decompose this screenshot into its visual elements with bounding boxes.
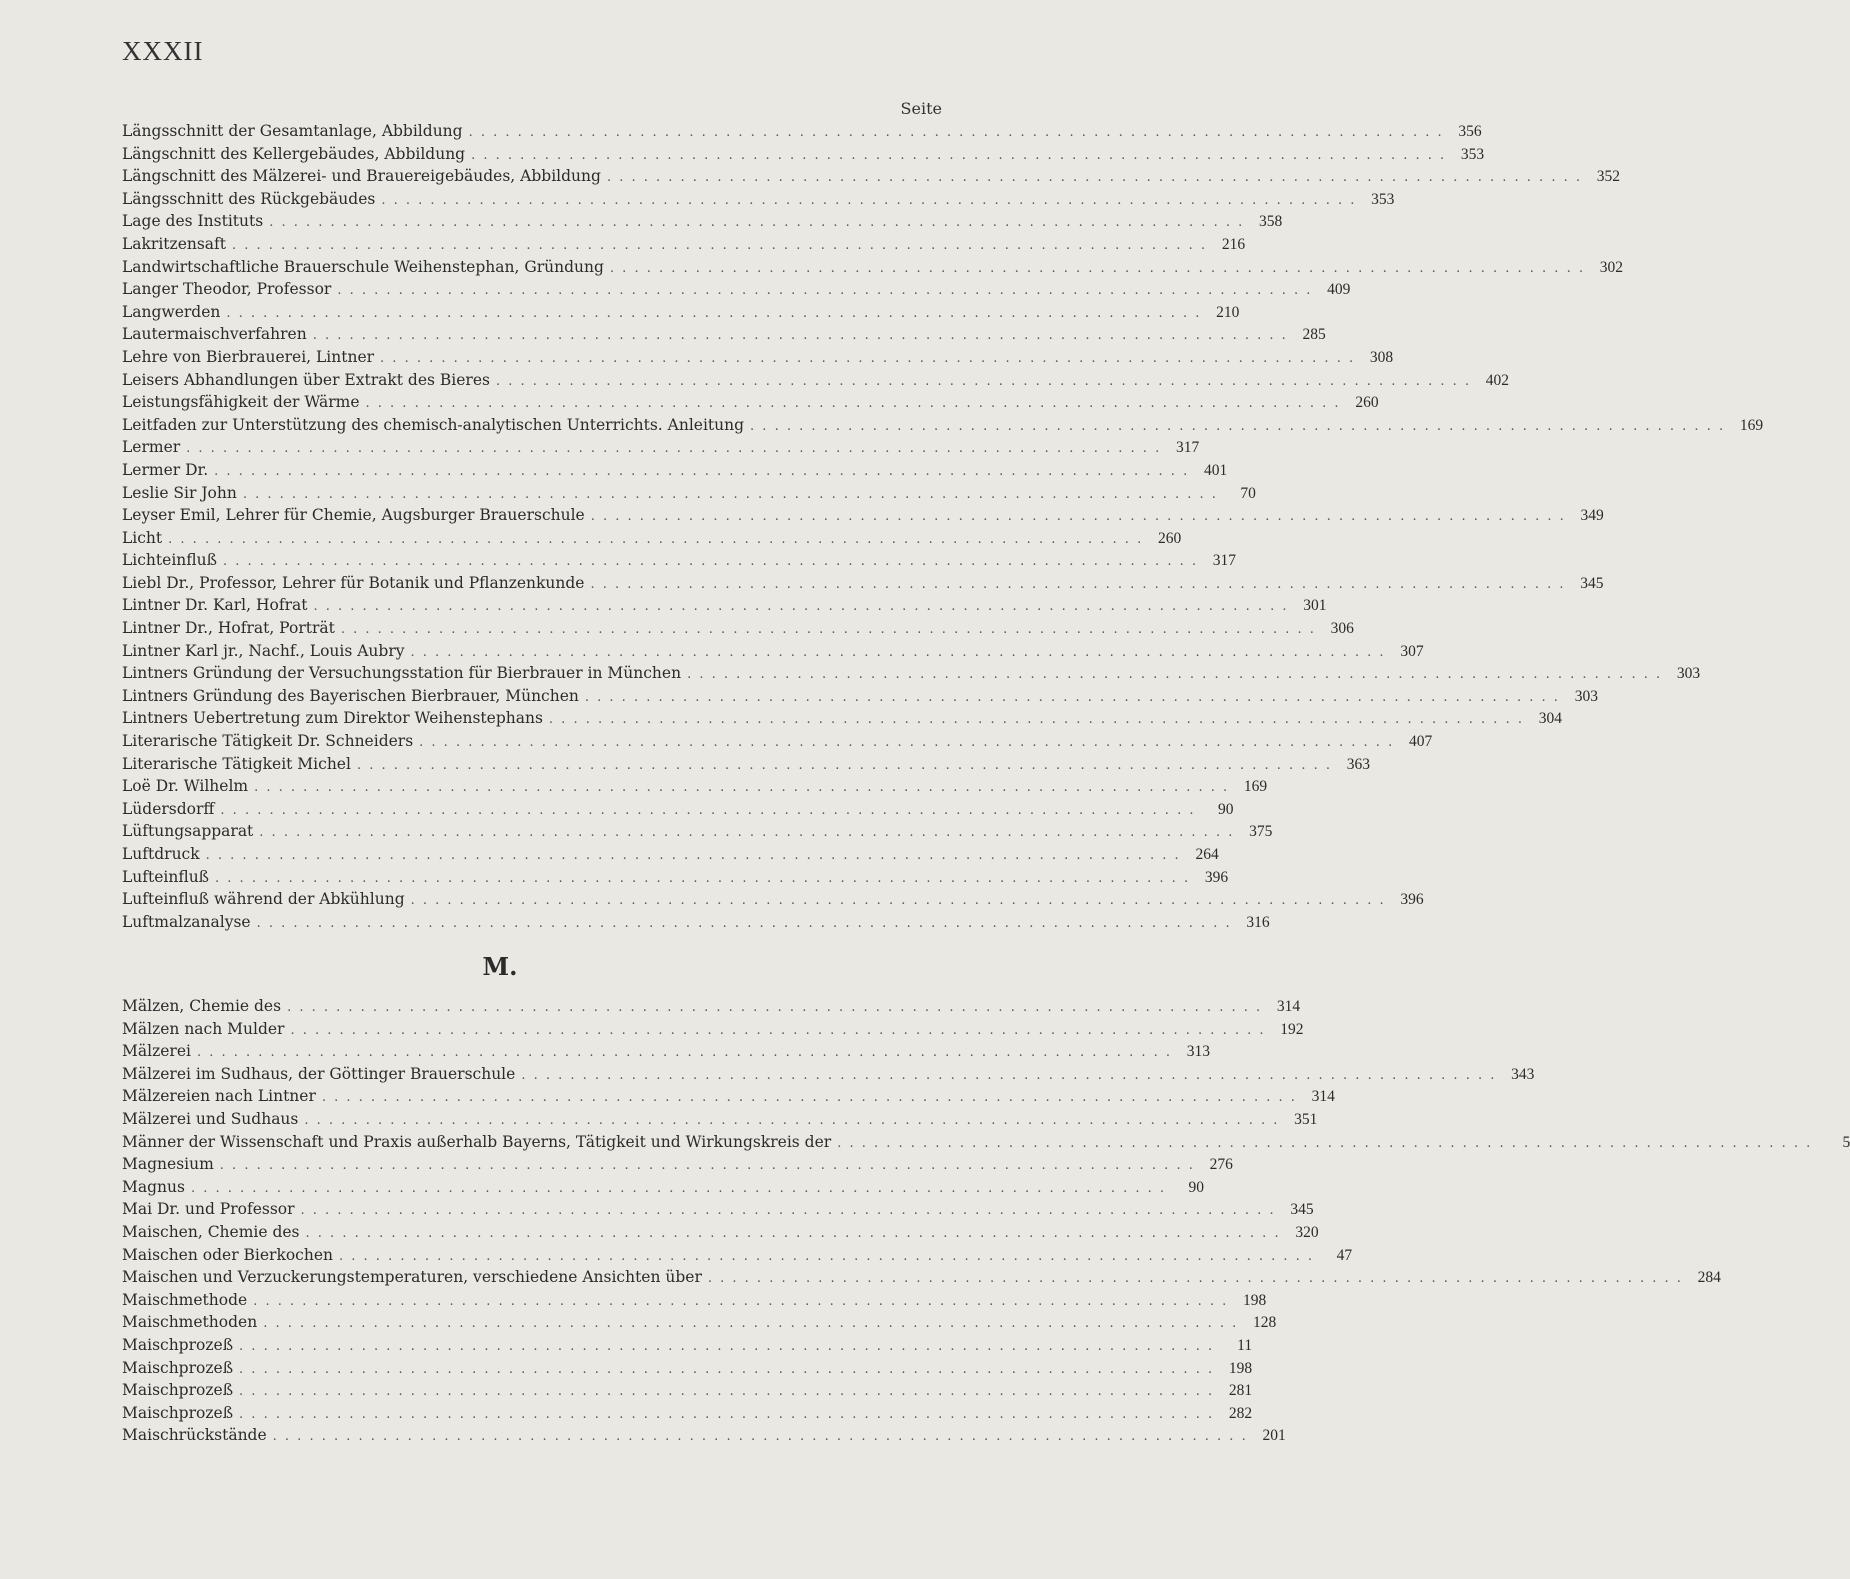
index-entry-page: 5 [1842,1133,1850,1151]
dot-leader [253,1291,1226,1314]
index-entry [122,888,1424,911]
index-entry-page: 128 [1252,1314,1277,1332]
index-entry [122,1018,1304,1041]
index-entry-page: 409 [1327,281,1351,299]
dot-leader [411,642,1384,665]
section-heading-m: M. [482,952,518,981]
index-entry-term: Lufteinfluß während der Abkühlung [122,890,405,909]
index-entry [122,323,1326,346]
dot-leader [263,1313,1236,1336]
index-entry-term: Lintner Karl jr., Nachf., Louis Aubry [122,641,405,660]
dot-leader [341,619,1314,642]
index-entry-term: Lage des Instituts [122,212,264,231]
index-entry-term: Loë Dr. Wilhelm [122,777,249,796]
index-entry-term: Lintners Gründung des Bayerischen Bierbrauer, München [122,686,579,705]
index-entry-page: 356 [1458,123,1482,140]
column-header-page: Seite [900,99,942,118]
dot-leader [206,845,1179,868]
index-entry-term: Maischmethoden [122,1313,258,1332]
index-entry-page: 363 [1346,755,1370,773]
index-entry-term: Langwerden [122,302,221,321]
index-entry-term: Maischrückstände [122,1426,267,1445]
index-entry-page: 358 [1258,213,1283,231]
index-entry-page: 260 [1355,394,1379,412]
index-entry-term: Längsschnitt der Gesamtanlage, Abbildung [122,122,463,140]
index-entry-term: Literarische Tätigkeit Michel [122,754,351,773]
dot-leader [290,1020,1263,1043]
index-entry-term: Mai Dr. und Professor [122,1200,295,1219]
index-entry [122,143,1485,166]
page-number: XXXII [122,36,204,66]
index-entry-page: 70 [1240,484,1256,502]
index-entry [122,594,1327,617]
dot-leader [585,687,1558,710]
dot-leader [197,1042,1170,1065]
index-entry-page: 11 [1237,1336,1253,1354]
index-entry-term: Leyser Emil, Lehrer für Chemie, Augsburger Brauerschule [122,506,585,525]
index-entry-term: Mälzerei im Sudhaus, der Göttinger Brauerschule [122,1064,516,1083]
index-entry [122,1334,1253,1357]
index-entry [122,1311,1277,1334]
index-entry [122,1266,1721,1289]
index-entry-page: 349 [1580,507,1604,525]
index-entry-term: Lichteinfluß [122,551,217,570]
index-entry-page: 402 [1485,371,1509,389]
index-entry-page: 302 [1599,258,1623,276]
index-entry [122,1424,1286,1447]
index-entry [122,1244,1353,1267]
dot-leader [304,1110,1277,1133]
index-entry-page: 276 [1209,1156,1233,1174]
dot-leader [590,574,1563,597]
index-entry-term: Liebl Dr., Professor, Lehrer für Botanik und Pflanzenkunde [122,573,585,592]
dot-leader [339,1246,1312,1269]
index-entry [122,1063,1535,1086]
index-entry-page: 317 [1175,439,1200,457]
dot-leader [337,280,1310,303]
index-entry [122,1402,1253,1425]
index-entry [122,188,1395,211]
index-entry-term: Landwirtschaftliche Brauerschule Weihenstephan, Gründung [122,257,604,276]
index-entry [122,911,1270,934]
dot-leader [168,529,1141,552]
index-entry-term: Lufteinfluß [122,867,210,886]
index-entry-page: 396 [1204,868,1229,886]
index-entry-page: 281 [1228,1382,1253,1400]
index-entry-page: 401 [1203,461,1228,479]
index-entry [122,640,1424,663]
index-entry-term: Leistungsfähigkeit der Wärme [122,393,360,412]
index-entry-term: Maischprozeß [122,1358,234,1377]
index-entry [122,1289,1267,1312]
index-entry-term: Literarische Tätigkeit Dr. Schneiders [122,732,414,751]
index-entry-page: 352 [1596,168,1620,186]
dot-leader [287,997,1260,1020]
dot-leader [366,393,1339,416]
index-entry-term: Magnesium [122,1155,214,1174]
index-entry-page: 192 [1280,1020,1304,1038]
index-entry-term: Lintner Dr. Karl, Hofrat [122,596,308,615]
index-entry-term: Lüftungsapparat [122,822,254,841]
index-entry-page: 198 [1243,1291,1267,1309]
dot-leader [837,1133,1810,1156]
index-entry-page: 90 [1188,1178,1205,1196]
index-entry-term: Maischprozeß [122,1403,234,1422]
index-entry-term: Leslie Sir John [122,483,237,502]
dot-leader [750,416,1723,439]
dot-leader [257,913,1230,936]
index-entry-page: 210 [1216,303,1240,321]
index-entry-term: Luftdruck [122,845,200,863]
dot-leader [226,303,1199,326]
dot-leader [220,1155,1193,1178]
dot-leader [313,596,1286,619]
index-entry [122,414,1764,437]
index-entry-page: 353 [1371,190,1395,208]
index-entry-page: 345 [1290,1201,1314,1219]
index-entry [122,1085,1335,1108]
index-entry-page: 375 [1249,823,1273,841]
dot-leader [411,890,1384,913]
index-entry [122,210,1283,233]
dot-leader [239,1381,1212,1404]
index-entry [122,346,1394,369]
dot-leader [549,709,1522,732]
index-entry-term: Lüdersdorff [122,799,215,818]
index-entry-term: Luftmalzanalyse [122,912,251,931]
index-entry [122,572,1604,595]
index-entry [122,549,1236,572]
dot-leader [591,506,1564,529]
dot-leader [607,167,1580,190]
index-entry [122,685,1598,708]
dot-leader [306,1223,1279,1246]
dot-leader [215,868,1188,891]
index-entry-page: 90 [1217,800,1234,818]
index-entry [122,301,1240,324]
index-entry-term: Längschnitt des Kellergebäudes, Abbildung [122,144,466,163]
index-entry-term: Maischprozeß [122,1335,234,1354]
dot-leader [259,822,1232,845]
index-entry [122,753,1370,776]
index-entry [122,504,1604,527]
dot-leader [708,1268,1681,1291]
index-entry-term: Magnus [122,1177,185,1196]
index-entry-page: 47 [1336,1246,1353,1264]
index-entry-page: 303 [1676,665,1701,683]
index-entry-page: 320 [1295,1223,1319,1241]
index-entry-page: 284 [1697,1269,1721,1287]
index-entry [122,820,1273,843]
dot-leader [521,1065,1494,1088]
index-entry-page: 306 [1330,620,1354,638]
dot-leader [273,1426,1246,1449]
index-entry-term: Männer der Wissenschaft und Praxis außerhalb Bayerns, Tätigkeit und Wirkungskreis der [122,1132,832,1151]
index-entry-page: 201 [1262,1427,1286,1445]
dot-leader [471,145,1444,168]
index-section-l [122,120,1764,933]
index-entry [122,1379,1253,1402]
index-entry [122,730,1433,753]
index-entry-page: 216 [1221,235,1246,253]
index-entry-term: Längschnitt des Mälzerei- und Brauereigebäudes, Abbildung [122,167,601,186]
dot-leader [243,484,1216,507]
index-entry-term: Lintners Uebertretung zum Direktor Weihenstephans [122,709,543,728]
dot-leader [301,1200,1274,1223]
dot-leader [469,122,1442,145]
index-entry-term: Maischen oder Bierkochen [122,1245,334,1264]
dot-leader [232,235,1205,258]
index-entry-term: Lermer Dr. [122,460,209,479]
index-entry-page: 169 [1739,416,1764,434]
index-entry [122,798,1234,821]
dot-leader [239,1336,1212,1359]
dot-leader [357,755,1330,778]
index-entry-page: 351 [1294,1110,1318,1128]
index-entry-page: 316 [1246,913,1270,931]
index-entry [122,995,1301,1018]
index-entry-page: 260 [1157,529,1182,547]
dot-leader [380,348,1353,371]
index-entry-page: 343 [1511,1065,1535,1083]
index-entry [122,707,1562,730]
index-entry-page: 304 [1538,710,1562,728]
index-entry-page: 314 [1276,998,1301,1015]
index-entry-page: 407 [1408,733,1433,751]
index-entry-page: 303 [1574,687,1598,705]
index-entry-page: 317 [1212,552,1236,570]
index-entry [122,775,1268,798]
index-entry-term: Mälzen, Chemie des [122,997,282,1015]
index-entry-page: 396 [1400,891,1424,909]
index-entry-term: Maischmethode [122,1290,248,1309]
index-entry-term: Lermer [122,438,181,457]
dot-leader [214,461,1187,484]
index-entry-page: 313 [1186,1043,1210,1061]
index-entry-term: Langer Theodor, Professor [122,280,332,299]
dot-leader [186,438,1159,461]
index-entry-term: Maischen und Verzuckerungstemperaturen, verschiedene Ansichten über [122,1268,702,1287]
dot-leader [381,190,1354,213]
index-entry [122,1221,1319,1244]
index-section-m [122,995,1850,1447]
index-entry-page: 307 [1400,642,1424,660]
index-entry-term: Mälzerei und Sudhaus [122,1109,299,1128]
dot-leader [496,371,1469,394]
index-entry [122,459,1228,482]
dot-leader [254,777,1227,800]
index-entry-term: Leisers Abhandlungen über Extrakt des Bieres [122,370,490,389]
index-entry-term: Lehre von Bierbrauerei, Lintner [122,347,375,366]
index-entry-term: Lintners Gründung der Versuchungsstation für Bierbrauer in München [122,664,682,683]
index-entry-term: Mälzen nach Mulder [122,1019,285,1038]
dot-leader [220,800,1193,823]
index-entry [122,617,1354,640]
index-entry-term: Lakritzensaft [122,234,227,253]
index-entry-page: 282 [1228,1404,1253,1422]
index-entry-term: Lautermaischverfahren [122,325,307,344]
dot-leader [313,325,1286,348]
index-entry [122,436,1200,459]
index-entry [122,1176,1205,1199]
dot-leader [239,1359,1212,1382]
index-entry [122,482,1256,505]
index-entry [122,1108,1318,1131]
index-entry [122,527,1182,550]
index-entry-term: Leitfaden zur Unterstützung des chemisch-analytischen Unterrichts. Anleitung [122,415,745,434]
index-entry-page: 314 [1311,1088,1335,1106]
dot-leader [610,258,1583,281]
index-entry [122,165,1620,188]
index-entry [122,1153,1233,1176]
index-entry [122,233,1246,256]
index-entry [122,1131,1850,1154]
index-entry-page: 169 [1243,778,1268,796]
dot-leader [269,212,1242,235]
index-entry-page: 353 [1460,145,1485,163]
index-entry [122,1357,1253,1380]
index-entry-term: Lintner Dr., Hofrat, Porträt [122,619,335,638]
dot-leader [419,732,1392,755]
index-entry-page: 345 [1580,574,1604,592]
index-entry-page: 198 [1228,1359,1253,1377]
index-entry-page: 264 [1195,846,1219,863]
index-entry-term: Mälzerei [122,1042,191,1061]
dot-leader [687,664,1660,687]
dot-leader [223,551,1196,574]
index-entry-term: Längsschnitt des Rückgebäudes [122,189,376,208]
index-entry [122,843,1219,866]
index-entry-term: Maischen, Chemie des [122,1222,300,1241]
index-entry-term: Licht [122,528,163,547]
index-entry [122,120,1482,143]
index-entry [122,391,1379,414]
index-entry [122,1040,1210,1063]
dot-leader [191,1178,1164,1201]
index-entry [122,278,1351,301]
index-entry-term: Mälzereien nach Lintner [122,1087,316,1106]
index-entry-page: 285 [1302,326,1326,344]
index-entry [122,369,1509,392]
index-entry [122,866,1229,889]
index-entry [122,1198,1314,1221]
index-entry [122,662,1701,685]
index-entry-term: Maischprozeß [122,1381,234,1400]
index-entry [122,256,1623,279]
dot-leader [239,1404,1212,1427]
dot-leader [322,1087,1295,1110]
index-entry-page: 308 [1369,348,1394,366]
index-entry-page: 301 [1303,597,1327,615]
